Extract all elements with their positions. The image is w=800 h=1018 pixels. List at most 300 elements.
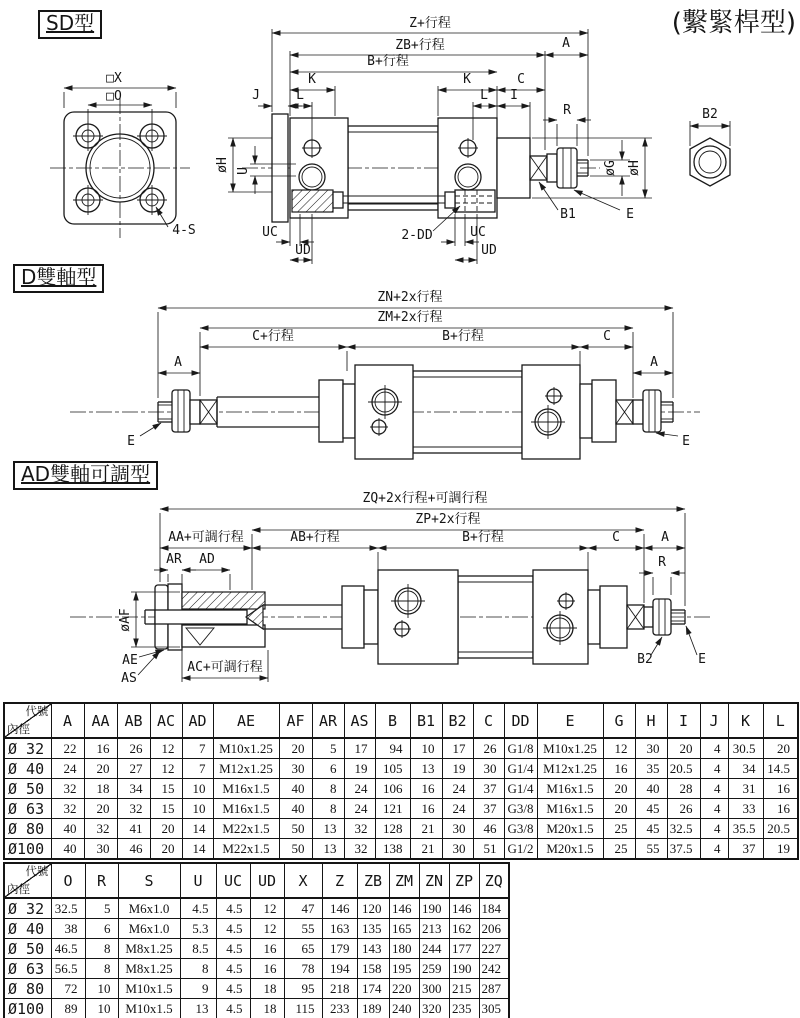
spec-value: 13 [312,819,344,839]
table-corner-cell [4,863,51,898]
spec-value: 51 [473,839,504,860]
spec-value: 20 [84,759,117,779]
corner-label-code: 代號 [25,704,49,718]
tie-rod-type-note: (繫緊桿型) [671,8,796,38]
column-header-zm: ZM [389,863,419,898]
column-header-ar: AR [312,703,344,738]
spec-value: M16x1.5 [537,799,603,819]
column-header-i: I [667,703,700,738]
spec-value: 106 [375,779,410,799]
spec-value: 5 [312,738,344,759]
spec-value: 20 [150,819,182,839]
section-title-ad: AD雙軸可調型 [13,461,158,490]
spec-value: 115 [284,999,322,1018]
spec-value: 24 [442,779,473,799]
spec-table-dimensions-2 [3,862,510,1018]
spec-value: 20 [603,799,635,819]
spec-row [4,819,798,839]
spec-row [4,919,509,939]
spec-value: 13 [410,759,442,779]
dim-label-r: R [658,555,666,570]
label-b2: B2 [637,652,653,667]
dim-label-box-x: □X [106,71,122,86]
spec-value: 20 [603,779,635,799]
spec-value: 16 [763,799,798,819]
spec-value: 17 [442,738,473,759]
spec-value: 19 [442,759,473,779]
spec-value: 244 [419,939,449,959]
spec-value: M10x1.5 [118,979,180,999]
spec-value: 20 [150,839,182,860]
circle-shape [699,151,721,173]
spec-value: 33 [728,799,763,819]
spec-value: M8x1.25 [118,939,180,959]
spec-value: 174 [357,979,389,999]
spec-value: 4.5 [216,919,250,939]
polygon-shape [690,138,730,186]
spec-value: 12 [250,898,284,919]
spec-value: 35.5 [728,819,763,839]
column-header-c: C [473,703,504,738]
spec-value: M12x1.25 [213,759,279,779]
spec-value: 8 [312,799,344,819]
sd-front-view [50,71,196,238]
ad-side-view [70,570,712,664]
spec-value: 30 [84,839,117,860]
rect-shape [333,192,343,208]
rect-shape [272,114,288,222]
spec-value: 46 [117,839,150,860]
dim-label-ab: AB+行程 [290,530,340,545]
corner-label-bore: 內徑 [7,721,30,736]
spec-value: 128 [375,819,410,839]
line-shape [140,423,161,436]
spec-value: G1/2 [504,839,537,860]
rect-shape [633,400,643,424]
spec-value: 34 [728,759,763,779]
spec-value: 10 [85,999,118,1018]
spec-value: 32.5 [51,898,85,919]
column-header-b1: B1 [410,703,442,738]
dim-label-j: J [252,88,260,103]
rect-shape [343,384,355,438]
spec-value: G1/4 [504,779,537,799]
spec-value: 4.5 [216,979,250,999]
spec-value: 190 [419,898,449,919]
spec-row [4,738,798,759]
spec-value: 7 [182,759,213,779]
spec-value: 37 [473,779,504,799]
column-header-ab: AB [117,703,150,738]
spec-row [4,779,798,799]
spec-value: 18 [250,999,284,1018]
column-header-x: X [284,863,322,898]
spec-value: 220 [389,979,419,999]
spec-value: G3/8 [504,799,537,819]
column-header-g: G [603,703,635,738]
column-header-zn: ZN [419,863,449,898]
spec-row [4,839,798,860]
column-header-dd: DD [504,703,537,738]
dim-label-c-stroke: C+行程 [252,329,294,344]
bolt-count-label: 4-S [172,223,196,238]
spec-value: 26 [667,799,700,819]
rect-shape [533,570,588,664]
spec-value: 24 [344,779,375,799]
spec-value: 50 [279,839,312,860]
label-e-left: E [127,434,135,449]
spec-value: 10 [182,799,213,819]
spec-value: 37.5 [667,839,700,860]
spec-value: M6x1.0 [118,898,180,919]
spec-value: 105 [375,759,410,779]
spec-value: 22 [51,738,84,759]
column-header-b2: B2 [442,703,473,738]
spec-value: 37 [473,799,504,819]
spec-value: 158 [357,959,389,979]
spec-value: 320 [419,999,449,1018]
spec-value: 235 [449,999,479,1018]
spec-value: 28 [667,779,700,799]
dim-label-zn: ZN+2x行程 [377,290,443,305]
spec-value: 215 [449,979,479,999]
dim-label-zm: ZM+2x行程 [377,310,443,325]
dim-label-k2: K [463,72,471,87]
spec-value: 165 [389,919,419,939]
spec-value: 25 [603,819,635,839]
dim-label-uc-right: UC [470,225,486,240]
spec-value: 31 [728,779,763,799]
spec-value: 8 [312,779,344,799]
section-title-sd: SD型 [38,10,102,39]
spec-value: 6 [85,919,118,939]
rect-shape [292,190,333,212]
spec-value: 34 [117,779,150,799]
spec-value: 4.5 [216,999,250,1018]
dim-label-ud-right: UD [481,243,497,258]
column-header-zb: ZB [357,863,389,898]
spec-row [4,999,509,1018]
spec-value: M22x1.5 [213,819,279,839]
rect-shape [592,380,616,442]
spec-value: 32 [117,799,150,819]
label-e-right: E [682,434,690,449]
column-header-j: J [700,703,728,738]
spec-value: 41 [117,819,150,839]
spec-value: 12 [150,738,182,759]
corner-label-bore: 內徑 [7,881,30,896]
spec-value: 12 [150,759,182,779]
dim-label-c: C [517,72,525,87]
dim-label-box-o: □O [106,89,122,104]
dim-label-l2: L [480,88,488,103]
spec-value: 194 [322,959,357,979]
rect-shape [378,570,458,664]
spec-value: 16 [250,959,284,979]
spec-value: 8 [85,939,118,959]
spec-value: 7 [182,738,213,759]
rect-shape [342,586,364,648]
spec-value: 30 [635,738,667,759]
rect-shape [155,610,247,624]
spec-value: M16x1.5 [213,799,279,819]
column-header-af: AF [279,703,312,738]
column-header-e: E [537,703,603,738]
label-as: AS [121,671,137,686]
spec-value: 121 [375,799,410,819]
line-shape [139,650,164,657]
spec-value: G1/8 [504,738,537,759]
spec-value: 78 [284,959,322,979]
spec-value: 95 [284,979,322,999]
spec-value: 12 [603,738,635,759]
label-e: E [698,652,706,667]
spec-value: 146 [389,898,419,919]
spec-value: 5.3 [180,919,216,939]
spec-value: 146 [322,898,357,919]
dim-label-ac: AC+可調行程 [187,660,263,675]
column-header-h: H [635,703,667,738]
spec-value: M12x1.25 [537,759,603,779]
spec-value: 4.5 [216,959,250,979]
column-header-o: O [51,863,85,898]
spec-value: 180 [389,939,419,959]
column-header-uc: UC [216,863,250,898]
spec-value: M22x1.5 [213,839,279,860]
dim-label-b: B+行程 [367,54,409,69]
spec-value: M20x1.5 [537,819,603,839]
spec-value: 10 [85,979,118,999]
spec-value: 40 [279,779,312,799]
dim-label-zq: ZQ+2x行程+可調行程 [362,491,488,506]
column-header-ud: UD [250,863,284,898]
dim-label-zp: ZP+2x行程 [415,512,481,527]
dim-label-ad: AD [199,552,215,567]
spec-value: 10 [182,779,213,799]
dim-label-a-left: A [174,355,182,370]
dim-label-a: A [661,530,669,545]
spec-value: 259 [419,959,449,979]
bore-label: Ø100 [4,999,51,1018]
spec-value: 4 [700,819,728,839]
dim-label-k1: K [308,72,316,87]
line-shape [686,626,697,655]
dim-label-phi-g: øG [603,160,618,176]
spec-value: 179 [322,939,357,959]
label-b1: B1 [560,207,576,222]
spec-value: 138 [375,839,410,860]
column-header-k: K [728,703,763,738]
bore-label: Ø 80 [4,819,51,839]
dim-label-a: A [562,36,570,51]
spec-value: 32 [51,799,84,819]
spec-value: 30 [442,819,473,839]
spec-value: 287 [479,979,509,999]
spec-row [4,979,509,999]
spec-value: 184 [479,898,509,919]
header-row [4,703,798,738]
spec-value: 13 [180,999,216,1018]
spec-value: 20.5 [763,819,798,839]
dim-label-r: R [563,103,571,118]
rect-shape [319,380,343,442]
spec-value: M10x1.25 [537,738,603,759]
dim-label-phi-h-right: øH [627,160,642,176]
spec-value: 30.5 [728,738,763,759]
bore-label: Ø 80 [4,979,51,999]
spec-value: 40 [635,779,667,799]
spec-value: 32.5 [667,819,700,839]
spec-value: 300 [419,979,449,999]
spec-value: 25 [603,839,635,860]
spec-value: 4 [700,799,728,819]
spec-value: 30 [279,759,312,779]
spec-value: M20x1.5 [537,839,603,860]
spec-value: M10x1.25 [213,738,279,759]
rect-shape [190,400,200,424]
spec-value: 15 [150,799,182,819]
column-header-l: L [763,703,798,738]
rect-shape [580,384,592,438]
dim-label-u: U [236,167,251,175]
header-row [4,863,509,898]
spec-value: 4.5 [216,939,250,959]
dim-label-l1: L [296,88,304,103]
spec-value: 38 [51,919,85,939]
column-header-a: A [51,703,84,738]
dim-label-b: B+行程 [462,530,504,545]
spec-value: 17 [344,738,375,759]
spec-value: 47 [284,898,322,919]
spec-value: 56.5 [51,959,85,979]
spec-value: G1/4 [504,759,537,779]
rect-shape [600,586,627,648]
dim-label-b-stroke: B+行程 [442,329,484,344]
spec-value: 9 [180,979,216,999]
spec-row [4,898,509,919]
spec-value: 213 [419,919,449,939]
spec-value: 177 [449,939,479,959]
spec-value: 24 [442,799,473,819]
b2-nut-end-view [690,107,730,186]
spec-value: 146 [449,898,479,919]
spec-value: 8 [85,959,118,979]
column-header-z: Z [322,863,357,898]
line-shape [656,433,678,436]
d-side-view [70,365,700,459]
spec-value: 26 [473,738,504,759]
spec-value: 19 [763,839,798,860]
spec-value: 5 [85,898,118,919]
dim-label-uc-left: UC [262,225,278,240]
spec-value: 10 [410,738,442,759]
spec-table-dimensions-1 [3,702,799,860]
spec-value: 218 [322,979,357,999]
spec-value: 45 [635,799,667,819]
dim-label-ud-left: UD [295,243,311,258]
spec-value: 189 [357,999,389,1018]
spec-value: 35 [635,759,667,779]
spec-value: 30 [473,759,504,779]
spec-value: 89 [51,999,85,1018]
spec-value: 16 [410,779,442,799]
dim-label-ar: AR [166,552,182,567]
spec-value: 18 [250,979,284,999]
line-shape [574,190,620,210]
rect-shape [497,138,530,198]
rect-shape [557,148,577,188]
dim-label-zb: ZB+行程 [395,38,445,53]
rect-shape [643,390,661,432]
bore-label: Ø 40 [4,759,51,779]
spec-value: 15 [150,779,182,799]
spec-value: 4 [700,738,728,759]
spec-value: 240 [389,999,419,1018]
spec-value: 135 [357,919,389,939]
bore-label: Ø 63 [4,799,51,819]
spec-value: 14 [182,819,213,839]
spec-value: 26 [117,738,150,759]
label-ae: AE [122,653,138,668]
spec-value: 24 [51,759,84,779]
spec-value: 13 [312,839,344,860]
spec-value: 40 [51,839,84,860]
spec-value: 206 [479,919,509,939]
column-header-u: U [180,863,216,898]
sd-side-view [242,114,600,222]
rect-shape [653,599,671,635]
rect-shape [364,590,378,644]
spec-value: 55 [284,919,322,939]
table-corner-cell [4,703,51,738]
spec-value: 14 [182,839,213,860]
corner-label-code: 代號 [25,864,49,878]
bore-label: Ø 50 [4,779,51,799]
spec-value: 32 [344,839,375,860]
spec-value: 21 [410,819,442,839]
section-title-d: D雙軸型 [13,264,104,293]
spec-value: 143 [357,939,389,959]
spec-value: 46 [473,819,504,839]
line-shape [539,182,558,210]
column-header-ac: AC [150,703,182,738]
column-header-r: R [85,863,118,898]
spec-value: 16 [603,759,635,779]
spec-value: 20 [667,738,700,759]
spec-value: 14.5 [763,759,798,779]
rect-shape [172,390,190,432]
spec-value: 190 [449,959,479,979]
spec-value: 6 [312,759,344,779]
spec-value: 4 [700,779,728,799]
spec-value: 94 [375,738,410,759]
spec-value: 46.5 [51,939,85,959]
spec-value: 8.5 [180,939,216,959]
column-header-ad: AD [182,703,213,738]
spec-value: 16 [410,799,442,819]
dim-label-b2: B2 [702,107,718,122]
spec-value: 195 [389,959,419,979]
spec-value: 65 [284,939,322,959]
port-label-dd: 2-DD [401,228,433,243]
spec-value: 16 [763,779,798,799]
spec-value: M16x1.5 [213,779,279,799]
spec-value: 45 [635,819,667,839]
spec-value: 12 [250,919,284,939]
rect-shape [445,192,455,208]
spec-value: 27 [117,759,150,779]
spec-value: 40 [279,799,312,819]
